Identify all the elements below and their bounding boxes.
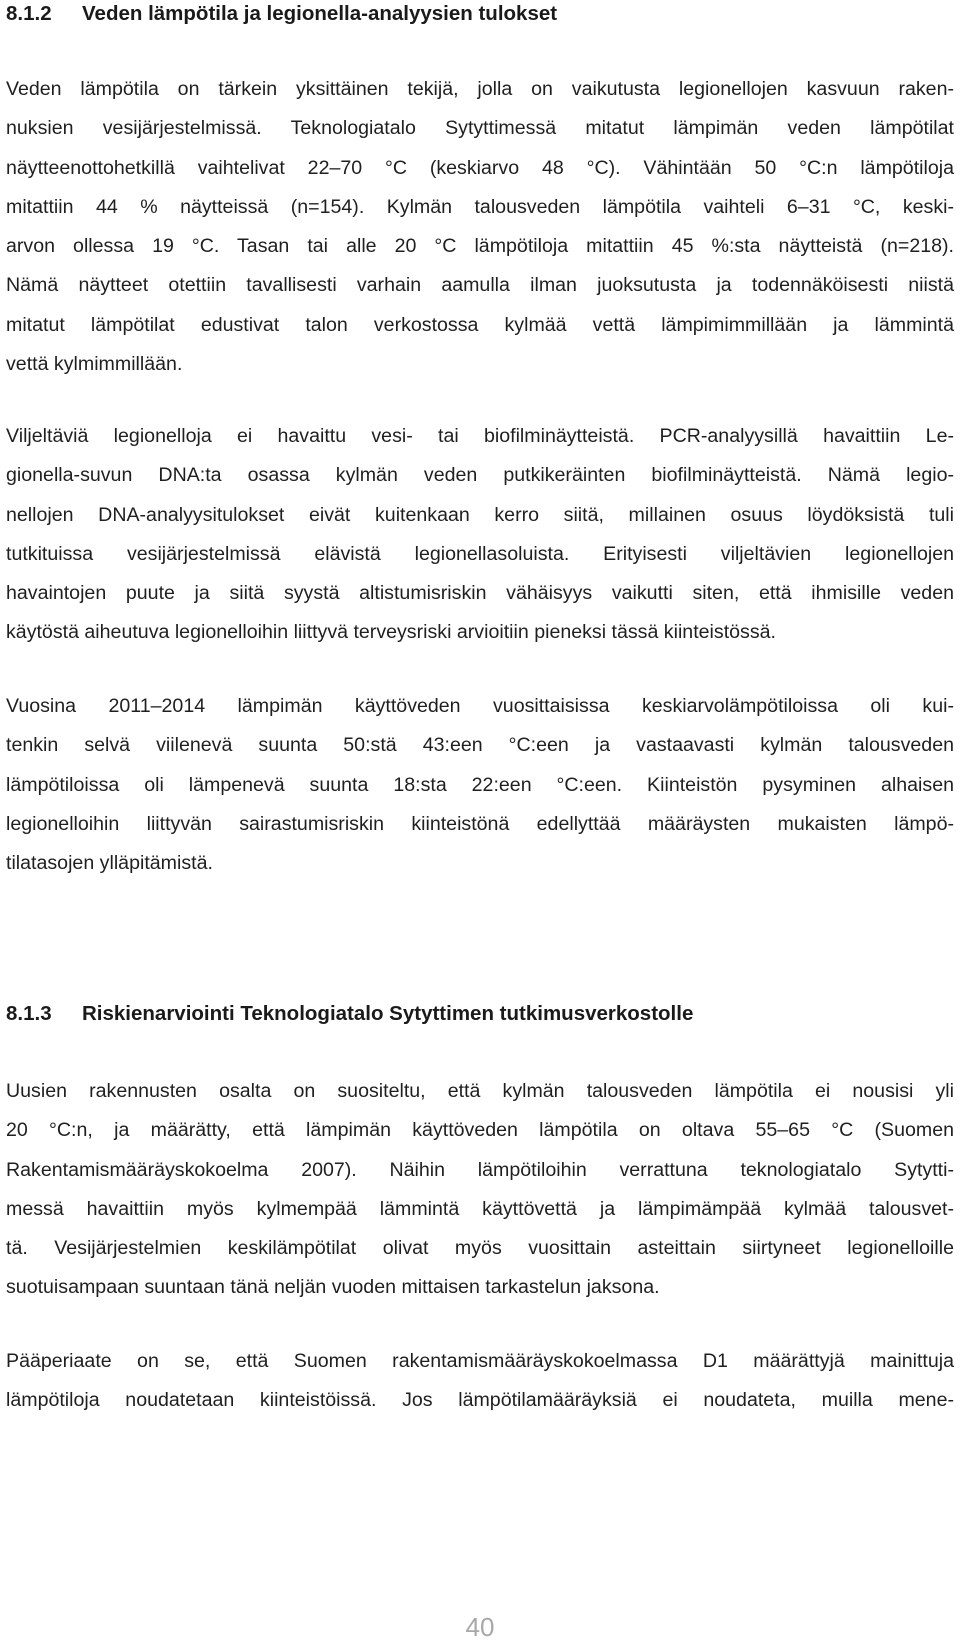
paragraph-legionella-results <box>6 417 954 653</box>
text-line: Pääperiaate on se, että Suomen rakentamismääräyskokoelmassa D1 määrättyjä mainittuja <box>6 1350 954 1372</box>
paragraph-main-principle <box>6 1342 954 1421</box>
text-line: Nämä näytteet otettiin tavallisesti varhain aamulla ilman juoksutusta ja todennäköisesti niistä <box>6 274 954 297</box>
text-line: Uusien rakennusten osalta on suositeltu, että kylmän talousveden lämpötila ei nousisi yli <box>6 1080 954 1102</box>
text-line: lämpötiloja noudatetaan kiinteistöissä. Jos lämpötilamääräyksiä ei noudateta, muilla mene- <box>6 1389 954 1412</box>
section-number: 8.1.2 <box>6 2 52 25</box>
section-number: 8.1.3 <box>6 1002 52 1025</box>
text-line: tenkin selvä viilenevä suunta 50:stä 43:een °C:een ja vastaavasti kylmän talousveden <box>6 734 954 757</box>
text-line: havaintojen puute ja siitä syystä altistumisriskin vähäisyys vaikutti siten, että ihmisille veden <box>6 582 954 605</box>
paragraph-building-regulations <box>6 1072 954 1308</box>
paragraph-temperature-trend <box>6 687 954 883</box>
text-line: mitattiin 44 % näytteissä (n=154). Kylmän talousveden lämpötila vaihteli 6–31 °C, keski- <box>6 195 954 218</box>
section-heading-8-1-2 <box>6 2 557 26</box>
text-line: Rakentamismääräyskokoelma 2007). Näihin lämpötiloihin verrattuna teknologiatalo Sytytti- <box>6 1158 954 1181</box>
text-line: nellojen DNA-analyysitulokset eivät kuitenkaan kerro siitä, millainen osuus löydöksistä tuli <box>6 503 954 526</box>
text-line: nuksien vesijärjestelmissä. Teknologiatalo Sytyttimessä mitatut lämpimän veden lämpötilat <box>6 117 954 140</box>
text-line: messä havaittiin myös kylmempää lämmintä käyttövettä ja lämpimämpää kylmää talousvet- <box>6 1197 954 1220</box>
text-line: vettä kylmimmillään. <box>6 353 183 376</box>
text-line: legionelloihin liittyvän sairastumisriskin kiinteistönä edellyttää määräysten mukaisten lämpö- <box>6 812 954 835</box>
text-line: gionella-suvun DNA:ta osassa kylmän veden putkikeräinten biofilminäytteistä. Nämä legio- <box>6 464 954 487</box>
text-line: mitatut lämpötilat edustivat talon verkostossa kylmää vettä lämpimimmillään ja lämmintä <box>6 313 954 336</box>
text-line: tilatasojen ylläpitämistä. <box>6 852 213 875</box>
paragraph-water-temperature <box>6 70 954 384</box>
section-title: Riskienarviointi Teknologiatalo Sytyttimen tutkimusverkostolle <box>82 1002 694 1025</box>
text-line: lämpötiloissa oli lämpenevä suunta 18:sta 22:een °C:een. Kiinteistön pysyminen alhaisen <box>6 773 954 796</box>
text-line: käytöstä aiheutuva legionelloihin liittyvä terveysriski arvioitiin pieneksi tässä kiinteistössä. <box>6 621 776 644</box>
text-line: Viljeltäviä legionelloja ei havaittu vesi- tai biofilminäytteistä. PCR-analyysillä havaittiin Le- <box>6 425 954 447</box>
text-line: Vuosina 2011–2014 lämpimän käyttöveden vuosittaisissa keskiarvolämpötiloissa oli kui- <box>6 695 954 717</box>
text-line: 20 °C:n, ja määrätty, että lämpimän käyttöveden lämpötila on oltava 55–65 °C (Suomen <box>6 1119 954 1142</box>
page-number: 40 <box>465 1612 495 1642</box>
text-line: arvon ollessa 19 °C. Tasan tai alle 20 °C lämpötiloja mitattiin 45 %:sta näytteistä (n=218). <box>6 235 954 258</box>
text-line: näytteenottohetkillä vaihtelivat 22–70 °C (keskiarvo 48 °C). Vähintään 50 °C:n lämpötiloja <box>6 156 954 179</box>
text-line: Veden lämpötila on tärkein yksittäinen tekijä, jolla on vaikutusta legionellojen kasvuun raken- <box>6 78 954 100</box>
text-line: tutkituissa vesijärjestelmissä elävistä legionellasoluista. Erityisesti viljeltävien legionellojen <box>6 542 954 565</box>
text-line: tä. Vesijärjestelmien keskilämpötilat olivat myös vuosittain asteittain siirtyneet legionelloille <box>6 1237 954 1260</box>
section-title: Veden lämpötila ja legionella-analyysien tulokset <box>82 2 558 25</box>
section-heading-8-1-3 <box>6 1002 693 1026</box>
text-line: suotuisampaan suuntaan tänä neljän vuoden mittaisen tarkastelun jaksona. <box>6 1276 660 1299</box>
